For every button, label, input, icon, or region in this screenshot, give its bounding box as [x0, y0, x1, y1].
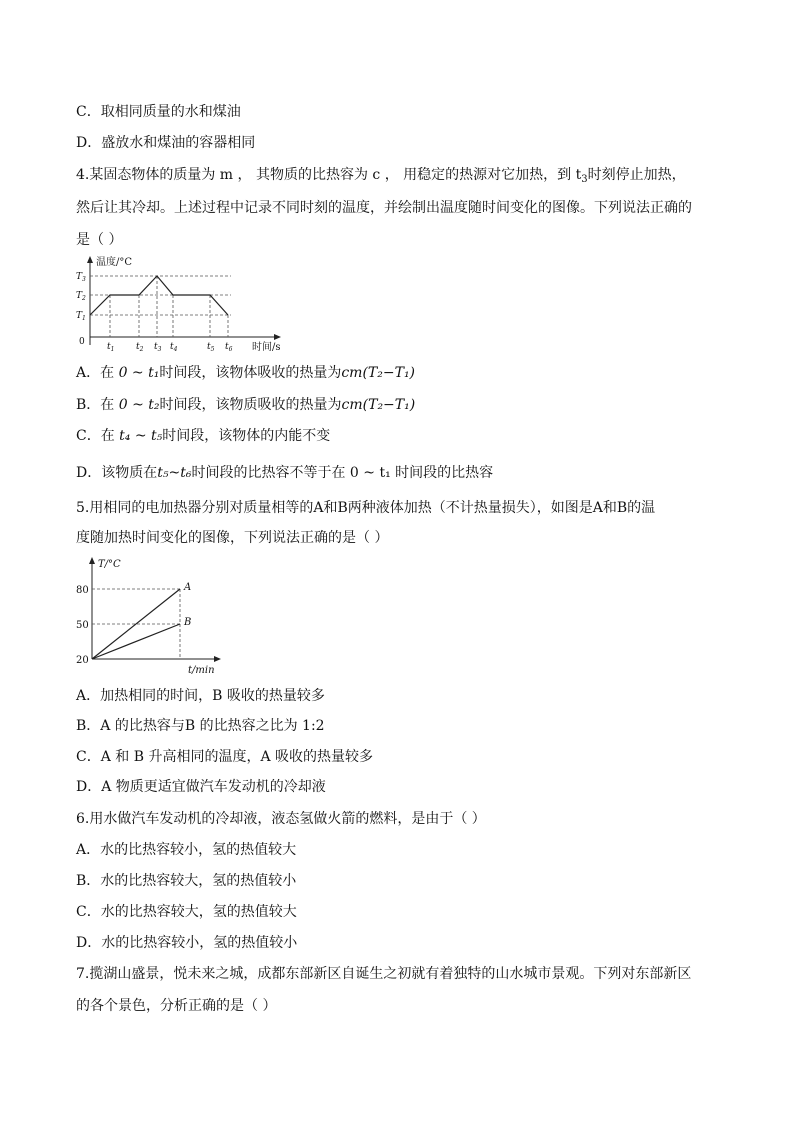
q5-option-c: C．A 和 B 升高相同的温度，A 吸收的热量较多	[76, 749, 374, 765]
q5-xlabel: t/min	[188, 665, 215, 676]
q5-series-label-A: A	[184, 582, 192, 593]
q5-option-b: B．A 的比热容与B 的比热容之比为 1:2	[76, 718, 325, 734]
q4-xtick-t4: $t_4$	[170, 342, 178, 353]
q6-stem: 6.用水做汽车发动机的冷却液，液态氢做火箭的燃料，是由于（ ）	[76, 811, 486, 827]
q4-ytick-t3: $T_3$	[76, 272, 86, 283]
q5-series-B	[92, 624, 180, 659]
q4-option-a: A．在 0 ~ t₁时间段，该物体吸收的热量为cm(T₂−T₁)	[76, 365, 416, 381]
q4-temperature-curve	[90, 276, 228, 315]
q5-temperature-chart	[76, 555, 226, 677]
q4-xlabel: 时间/s	[252, 342, 281, 353]
q5-x-axis-arrow	[214, 656, 221, 662]
q4-temperature-graph	[76, 253, 316, 353]
q5-ytick-label: 50	[76, 620, 89, 631]
q4-stem-line3: 是（ ）	[76, 232, 123, 248]
q5-series-A	[92, 589, 180, 659]
q5-ylabel: T/°C	[98, 559, 121, 570]
q5-ytick-label: 20	[76, 655, 89, 666]
q4-ytick-t1: $T_1$	[76, 311, 86, 322]
q6-option-a: A．水的比热容较小，氢的热值较大	[76, 842, 297, 858]
q4-xtick-t6: $t_6$	[225, 342, 233, 353]
q5-series-label-B: B	[184, 617, 192, 628]
q5-stem-line2: 度随加热时间变化的图像，下列说法正确的是（ ）	[76, 530, 389, 546]
q4-ylabel: 温度/°C	[96, 257, 133, 268]
q4-option-b: B．在 0 ~ t₂时间段，该物质吸收的热量为cm(T₂−T₁)	[76, 397, 416, 413]
q3-option-d: D．盛放水和煤油的容器相同	[76, 135, 256, 151]
q4-xtick-t5: $t_5$	[207, 342, 215, 353]
q6-option-b: B．水的比热容较大，氢的热值较小	[76, 873, 297, 889]
q4-stem-line1: 4.某固态物体的质量为 m ， 其物质的比热容为 c ， 用稳定的热源对它加热，到 $t_3$时刻停止加热，	[76, 167, 686, 185]
q4-origin-label: 0	[79, 337, 85, 347]
q4-option-d: D．该物质在t₅~t₆时间段的比热容不等于在 0 ~ t₁ 时间段的比热容	[76, 465, 494, 481]
q6-option-c: C．水的比热容较大，氢的热值较大	[76, 904, 297, 920]
q4-xtick-t2: $t_2$	[136, 342, 144, 353]
q4-option-c: C．在 t₄ ~ t₅时间段，该物体的内能不变	[76, 428, 331, 444]
q5-stem-line1: 5.用相同的电加热器分别对质量相等的A和B两种液体加热（不计热量损失），如图是A和B的温	[76, 500, 656, 516]
q4-ytick-t2: $T_2$	[76, 291, 86, 302]
q5-y-axis-arrow	[89, 557, 95, 564]
q4-x-axis-arrow	[274, 334, 281, 340]
q4-xtick-t3: $t_3$	[154, 342, 162, 353]
q4-stem-line2: 然后让其冷却。上述过程中记录不同时刻的温度，并绘制出温度随时间变化的图像。下列说法正确的	[76, 200, 692, 216]
q5-option-d: D．A 物质更适宜做汽车发动机的冷却液	[76, 779, 326, 795]
q5-option-a: A．加热相同的时间，B 吸收的热量较多	[76, 688, 325, 704]
q7-stem-line2: 的各个景色，分析正确的是（ ）	[76, 998, 277, 1014]
q6-option-d: D．水的比热容较小，氢的热值较小	[76, 935, 298, 951]
q4-xtick-t1: $t_1$	[107, 342, 115, 353]
q4-y-axis-arrow	[87, 256, 93, 263]
q5-ytick-label: 80	[76, 585, 89, 596]
q7-stem-line1: 7.揽湖山盛景，悦未来之城，成都东部新区自诞生之初就有着独特的山水城市景观。下列对东部新区	[76, 966, 692, 982]
q3-option-c: C．取相同质量的水和煤油	[76, 104, 241, 120]
